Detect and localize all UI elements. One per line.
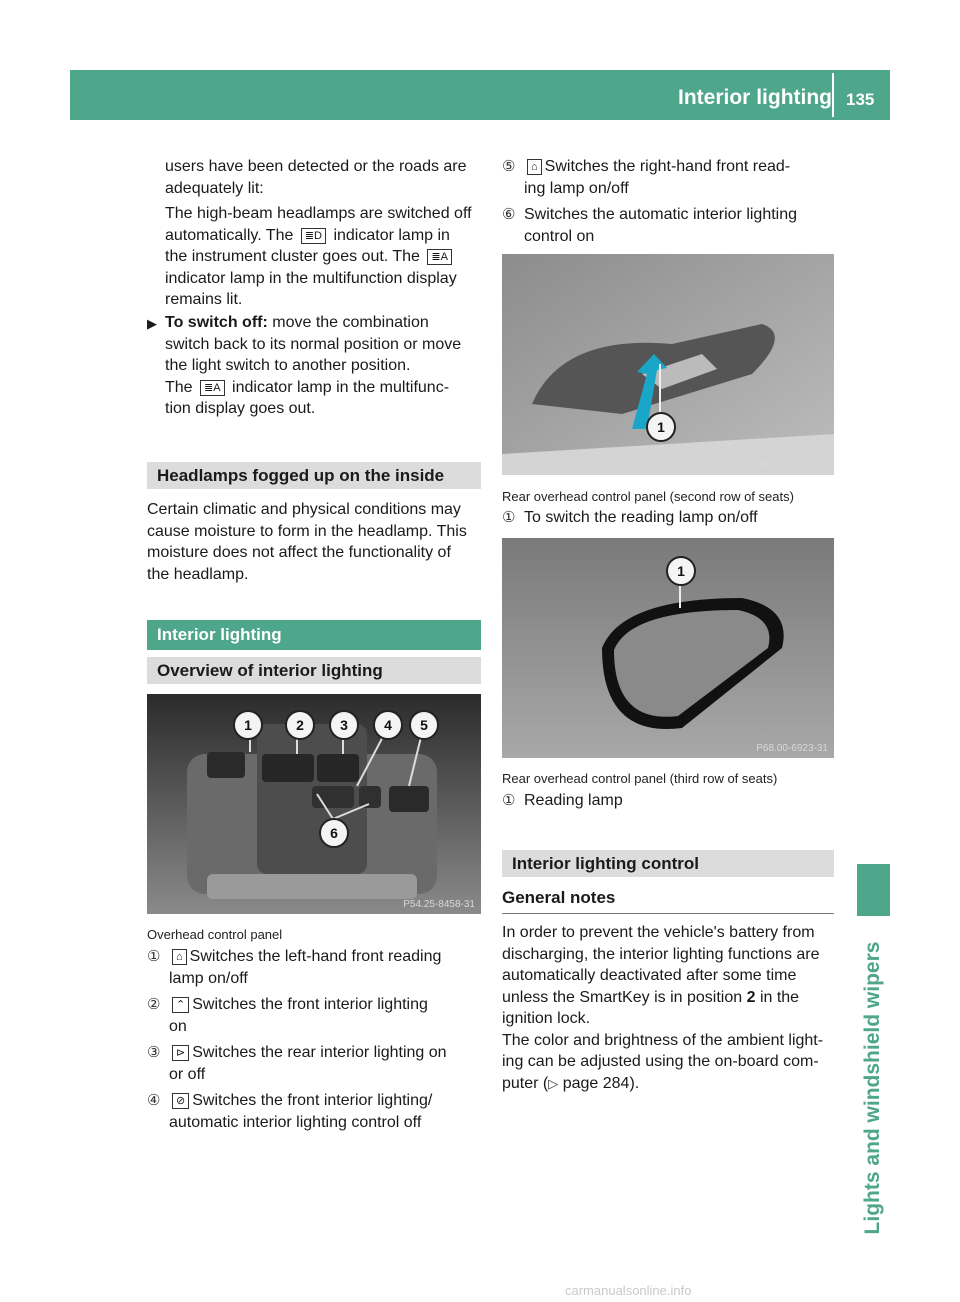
- page-header-title: Interior lighting: [678, 86, 832, 109]
- overhead-control-panel-photo: [147, 694, 481, 914]
- paragraph-continued: users have been detected or the roads are adequately lit: The high-beam headlamps are switched off automatically. The ≣D indicator lamp in the instrument cluster goes out. The ≣A indicator lamp in the multifunction display remains lit.: [165, 158, 472, 308]
- callout-5: 5: [409, 710, 439, 740]
- callout-1: 1: [666, 556, 696, 586]
- rear-light-icon: ⊳: [172, 1045, 189, 1061]
- rear-panel-second-row-photo: [502, 254, 834, 475]
- arrow-right-icon: ▶: [147, 316, 157, 331]
- photo-reference-code: P82.10-5737-31: [756, 460, 828, 471]
- subsection-heading-overview: Overview of interior lighting: [147, 657, 481, 684]
- callout-4: 4: [373, 710, 403, 740]
- list-item: ⑥ Switches the automatic interior lighting control on: [502, 206, 798, 245]
- adaptive-high-beam-icon: ≣A: [200, 380, 225, 396]
- legend-list-continued: [502, 156, 835, 247]
- callout-1: 1: [646, 412, 676, 442]
- photo-reference-code: P68.00-6923-31: [756, 743, 828, 754]
- photo-caption: Rear overhead control panel (third row of seats): [502, 771, 778, 786]
- header-divider: [832, 73, 834, 117]
- page-reference-arrow-icon: ▷: [548, 1075, 559, 1091]
- list-item: ① Reading lamp: [502, 792, 623, 809]
- high-beam-icon: ≣D: [301, 228, 326, 244]
- section-heading-fog: Headlamps fogged up on the inside: [147, 462, 481, 489]
- callout-2: 2: [285, 710, 315, 740]
- general-notes-paragraph: In order to prevent the vehicle's battery from discharging, the interior lighting functions are automatically deactivated after some time unless the SmartKey is in position 2 in the ignition lock. The color and brightness of the ambient light- ing can be adjusted using the on-board com- puter (▷ page 284).: [502, 924, 824, 1092]
- interior-light-icon: ⌃: [172, 997, 189, 1013]
- footer-watermark: carmanualsonline.info: [565, 1283, 692, 1298]
- heading-general-notes: General notes: [502, 888, 616, 907]
- side-tab-marker: [857, 864, 890, 916]
- photo-caption: Rear overhead control panel (second row of seats): [502, 489, 794, 504]
- rear-panel-third-row-photo: [502, 538, 834, 758]
- reading-lamp-icon: ⌂: [172, 949, 187, 965]
- fog-paragraph: Certain climatic and physical conditions may cause moisture to form in the headlamp. This moisture does not affect the functionality of the headlamp.: [147, 501, 467, 583]
- callout-6: 6: [319, 818, 349, 848]
- list-item: ⑤ ⌂ Switches the right-hand front read- ing lamp on/off: [502, 158, 791, 197]
- photo-reference-code: P54.25-8458-31: [403, 899, 475, 910]
- heading-underline: [502, 913, 834, 914]
- callout-1: 1: [233, 710, 263, 740]
- callout-3: 3: [329, 710, 359, 740]
- light-off-icon: ⊘: [172, 1093, 189, 1109]
- subsection-heading-control: Interior lighting control: [502, 850, 834, 877]
- side-tab-label: Lights and windshield wipers: [861, 941, 884, 1235]
- page-number: 135: [846, 90, 875, 109]
- legend-list: [147, 946, 481, 1133]
- instruction-step: To switch off: move the combination switch back to its normal position or move the light switch to another position. The ≣A indicator lamp in the multifunc- tion display goes out.: [165, 314, 462, 417]
- list-item: ④ ⊘ Switches the front interior lighting/ automatic interior lighting control off: [147, 1092, 433, 1131]
- photo-caption: Overhead control panel: [147, 927, 283, 942]
- list-item: ① To switch the reading lamp on/off: [502, 509, 758, 526]
- page-reference-link[interactable]: page 284).: [562, 1074, 640, 1092]
- reading-lamp-icon: ⌂: [527, 159, 542, 175]
- adaptive-high-beam-icon: ≣A: [427, 249, 452, 265]
- section-title-interior-lighting: Interior lighting: [147, 620, 481, 650]
- list-item: ③ ⊳ Switches the rear interior lighting on or off: [147, 1044, 447, 1083]
- list-item: ② ⌃ Switches the front interior lighting on: [147, 996, 428, 1035]
- list-item: ① ⌂ Switches the left-hand front reading lamp on/off: [147, 948, 442, 987]
